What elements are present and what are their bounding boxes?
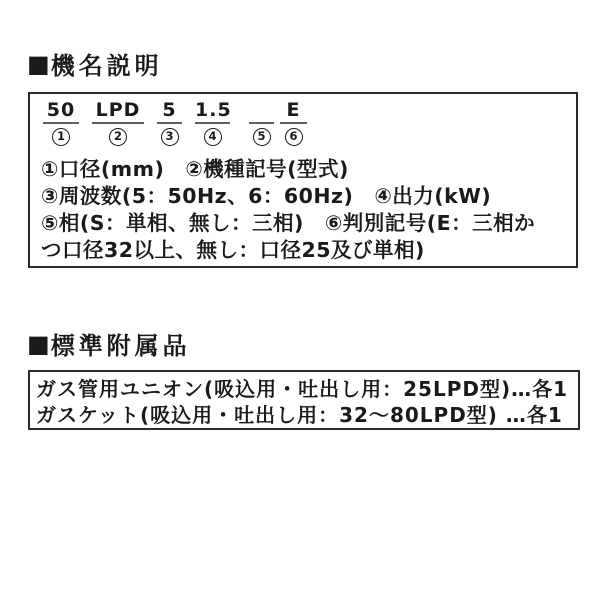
circled-number-6: 6 — [285, 128, 303, 146]
model-segment-identifier — [280, 100, 307, 146]
legend-line-2: ③周波数(5：50Hz、6：60Hz) ④出力(kW) — [41, 184, 492, 208]
accessory-item-union: ガス管用ユニオン(吸込用・吐出し用：25LPD型)…各1 — [36, 377, 569, 401]
legend-line-4: つ口径32以上、無し：口径25及び単相) — [41, 238, 425, 262]
black-square-marker-icon: ■ — [27, 49, 50, 78]
accessories-section-title-text: 標準附属品 — [50, 332, 191, 360]
model-segment-value: 5 — [157, 100, 182, 124]
naming-section-title — [27, 46, 163, 81]
model-segment-value: 1.5 — [195, 100, 230, 124]
model-segment-frequency — [157, 100, 182, 146]
model-segment-value: 50 — [43, 100, 79, 124]
legend-line-1: ①口径(mm) ②機種記号(型式) — [41, 157, 349, 181]
model-legend — [41, 156, 571, 264]
legend-line-3: ⑤相(S：単相、無し：三相) ⑥判別記号(E：三相か — [41, 211, 536, 235]
model-segment-value — [249, 100, 274, 124]
naming-explanation-box — [28, 92, 578, 268]
accessories-section-title — [27, 326, 191, 361]
circled-number-2: 2 — [109, 128, 127, 146]
model-segment-value: LPD — [92, 100, 144, 124]
model-segment-phase — [249, 100, 274, 146]
black-square-marker-icon: ■ — [27, 329, 50, 358]
naming-section-title-text: 機名説明 — [50, 52, 163, 80]
accessories-box — [28, 370, 580, 430]
accessory-item-gasket: ガスケット(吸込用・吐出し用：32～80LPD型) …各1 — [36, 403, 563, 427]
circled-number-5: 5 — [253, 128, 271, 146]
model-segment-output — [195, 100, 230, 146]
model-segment-series — [92, 100, 144, 146]
model-segment-value: E — [280, 100, 307, 124]
model-segment-bore — [43, 100, 79, 146]
circled-number-4: 4 — [204, 128, 222, 146]
model-code-row — [30, 100, 576, 156]
circled-number-3: 3 — [161, 128, 179, 146]
circled-number-1: 1 — [52, 128, 70, 146]
